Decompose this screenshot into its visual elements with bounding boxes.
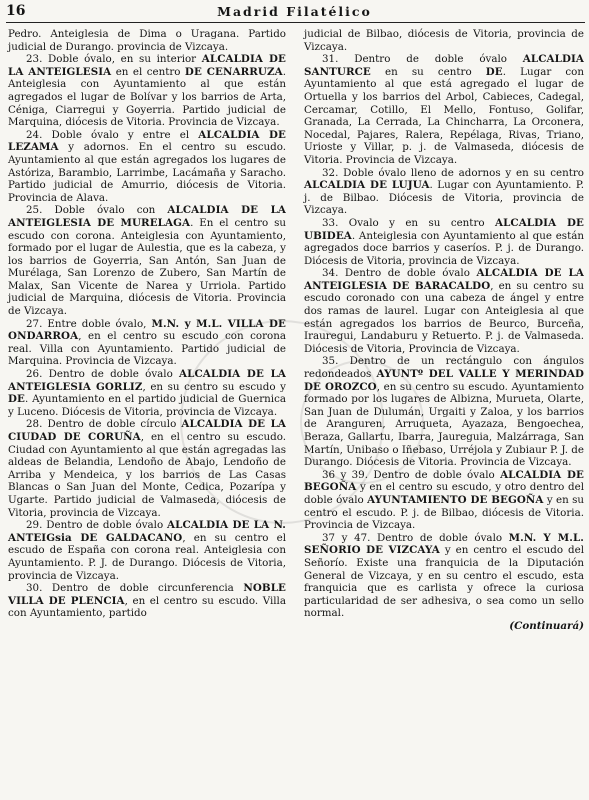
entry-text: . Anteiglesia con Ayuntamiento al que están agregados doce barrios y caseríos. P. j. de Durango. Diócesis de Vitoria, provincia de Vizcaya. <box>304 229 584 267</box>
stamp-inscription: ALCALDIA DE LA ANTEIGLESIA DE BARACALDO <box>304 267 584 292</box>
continued-label: (Continuará) <box>509 619 584 632</box>
entry-paragraph <box>304 355 584 468</box>
right-column <box>304 28 584 633</box>
entry-text: , en el centro su escudo. Villa con Ayuntamiento, partido <box>8 594 286 620</box>
left-column <box>8 28 286 620</box>
entry-text: , en su centro su escudo. Ayuntamiento formado por los lugares de Albizna, Murueta, Olarte, San Juan de Dulumán, Urgaiti y Zaloa, y los barrios de Aranguren, Arruqueta, Ayazaza, Bengoechea, Beraza, Gallartu, Ibarra, Jaureguia, Malzárraga, San Martín, Unibaso o Iñebaso, Urréjola y Zubiaur P. J. de Durango. Diócesis de Vitoria. Provincia de Vizcaya. <box>304 380 585 469</box>
entry-paragraph <box>8 318 286 368</box>
entry-paragraph <box>304 53 584 166</box>
entry-paragraph <box>304 167 584 217</box>
entry-text: y en su centro el escudo. P. j. de Bilbao, diócesis de Vitoria. Provincia de Vizcaya. <box>304 493 585 532</box>
entry-text: Pedro. Anteiglesia de Dima o Uragana. Partido judicial de Durango. provincia de Vizcaya. <box>8 28 286 53</box>
stamp-inscription: DE <box>485 65 503 78</box>
entry-text: . Lugar con Ayuntamiento. P. j. de Bilbao. Diócesis de Vitoria, provincia de Vizcaya. <box>304 179 584 217</box>
entry-paragraph <box>8 582 286 620</box>
entry-paragraph <box>8 418 286 519</box>
stamp-inscription: ALCALDIA DE UBIDEA <box>304 216 584 242</box>
entry-text: 28. Dentro de doble círculo <box>26 418 182 431</box>
entry-text: 36 y 39. Dentro de doble óvalo <box>322 468 501 481</box>
entry-paragraph <box>8 53 286 129</box>
entry-text: , en su centro su escudo coronado con una cabeza de ángel y entre dos ramas de laurel. Lugar con Anteiglesia al que están agregados los barrios de Beurco, Burceña, Irauregui, Landaburu y Retuerto. P. j. de Valmaseda. Diócesis de Vitoria, Provincia de Vizcaya. <box>304 279 584 355</box>
entry-text: 29. Dentro de doble óvalo <box>26 519 168 532</box>
stamp-inscription: NOBLE VILLA DE PLENCIA <box>8 582 286 607</box>
entry-text: 32. Doble óvalo lleno de adornos y en su centro <box>322 166 584 179</box>
entry-text: 35. Dentro de un rectángulo con ángulos redondeados <box>304 355 584 381</box>
entry-text: 27. Entre doble óvalo, <box>26 317 152 330</box>
entry-text: . En el centro su escudo con corona. Anteiglesia con Ayuntamiento, formado por el lugar de Aulestia, que es la cabeza, y los barrios de Goyerria, San Antón, San Juan de Murélaga, San Lorenzo de Zubero, San Martín de Malax, San Vicente de Narea y Urriola. Partido judicial de Marquina, diócesis de Vitoria. Provincia de Vizcaya. <box>8 216 286 318</box>
stamp-inscription: AYUNTAMIENTO DE BEGOÑA <box>367 493 544 506</box>
stamp-inscription: ALCALDIA DE LA ANTEIGLESIA DE MURELAGA <box>8 204 286 229</box>
stamp-inscription: ALCALDIA DE BEGOÑA <box>304 468 584 494</box>
entry-text: 30. Dentro de doble circunferencia <box>26 582 244 595</box>
entry-paragraph <box>8 368 286 418</box>
stamp-inscription: ALCALDIA DE LEZAMA <box>8 128 286 154</box>
entry-text: . Ayuntamiento en el partido judicial de Guernica y Luceno. Diócesis de Vitoria, provincia de Vizcaya. <box>8 393 286 418</box>
stamp-inscription: AYUNTº DEL VALLE Y MERINDAD DE OROZCO <box>304 368 584 393</box>
entry-text: 31. Dentro de doble óvalo <box>322 53 523 66</box>
entry-paragraph <box>8 28 286 53</box>
stamp-inscription: DE CENARRUZA <box>184 65 283 78</box>
entry-text: y en el centro su escudo, y otro dentro del doble óvalo <box>304 481 584 506</box>
entry-text: , en su centro su escudo y <box>142 380 286 393</box>
entry-text: , en su centro el escudo de España con corona real. Anteiglesia con Ayuntamiento. P. J. de Durango. Diócesis de Vitoria, provincia de Vizcaya. <box>8 531 286 582</box>
stamp-inscription: ALCALDIA DE LUJUA <box>304 179 430 192</box>
page-header <box>0 0 589 24</box>
entry-text: . Lugar con Ayuntamiento al que está agregado el lugar de Ortuella y los barrios del Arbol, Cabieces, Cadegal, Cercamar, Cotillo, El Mello, Fontuso, Golifar, Granada, La Cerrada, La Chincharra, La Orconera, Nocedal, Pajares, Ralera, Repélaga, Rivas, Triano, Urioste y Villar, p. j. de Valmaseda, diócesis de Vitoria. Provincia de Vizcaya. <box>304 65 584 166</box>
entry-text: y adornos. En el centro su escudo. Ayuntamiento al que están agregados los lugares de Astóriza, Barambio, Larrimbe, Lacámaña y Saracho. Partido judicial de Amurrio, diócesis de Vitoria. Provincia de Alava. <box>8 141 286 204</box>
entry-text: 33. Ovalo y en su centro <box>322 216 495 229</box>
entry-paragraph <box>304 532 584 620</box>
stamp-inscription: DE <box>8 393 25 406</box>
page-number: 16 <box>6 3 26 19</box>
entry-text: . Anteiglesia con Ayuntamiento al que están agregados el lugar de Bolívar y los barrios de Arta, Céniga, Ciarregui y Goyerria. Partido judicial de Marquina, diócesis de Vitoria. Provincia de Vizcaya. <box>8 65 286 129</box>
entry-text: , en el centro su escudo con corona real. Villa con Ayuntamiento. Partido judicial de Marquina. Provincia de Vizcaya. <box>8 330 286 368</box>
entry-text: 24. Doble óvalo y entre el <box>26 128 199 141</box>
entry-paragraph <box>304 28 584 53</box>
entry-text: 23. Doble óvalo, en su interior <box>26 53 202 66</box>
entry-paragraph <box>8 129 286 205</box>
stamp-inscription: ALCALDIA DE LA N. ANTEIGsia DE GALDACANO <box>8 519 286 544</box>
entry-text: en su centro <box>370 65 486 78</box>
entry-text: y en centro el escudo del Señorío. Existe una franquicia de la Diputación General de Vizcaya, y en su centro el escudo, esta franquicia que es carlista y ofrece la curiosa particularidad de ser adhesiva, o sea como un sello normal. <box>304 544 584 620</box>
stamp-inscription: M.N. Y M.L. SEÑORIO DE VIZCAYA <box>304 531 584 557</box>
stamp-inscription: ALCALDIA DE LA ANTEIGLESIA GORLIZ <box>8 368 286 393</box>
entry-paragraph <box>304 469 584 532</box>
stamp-inscription: ALCALDIA DE LA ANTEIGLESIA <box>8 53 286 78</box>
entry-paragraph <box>8 204 286 317</box>
entry-text: 37 y 47. Dentro de doble óvalo <box>322 531 509 544</box>
entry-paragraph <box>304 217 584 267</box>
entry-text: en el centro <box>111 65 185 78</box>
entry-paragraph <box>8 519 286 582</box>
entry-paragraph <box>304 267 584 355</box>
header-rule <box>6 22 585 23</box>
entry-text: 25. Doble óvalo con <box>26 204 168 217</box>
stamp-inscription: M.N. y M.L. VILLA DE ONDARROA <box>8 317 286 343</box>
running-title: Madrid Filatélico <box>217 4 372 19</box>
entry-text: , en el centro su escudo. Ciudad con Ayuntamiento al que están agregadas las aldeas de Belandia, Lendoño de Abajo, Lendoño de Arriba y Mendeica, y los barrios de Las Casas Blancas o San Juan del Monte, Cedica, Pozarípa y Ugarte. Partido judicial de Valmaseda, diócesis de Vitoria, provincia de Vizcaya. <box>8 431 287 519</box>
stamp-inscription: ALCALDIA DE LA CIUDAD DE CORUÑA <box>8 418 287 443</box>
entry-text: 26. Dentro de doble óvalo <box>26 368 180 381</box>
entry-text: judicial de Bilbao, diócesis de Vitoria, provincia de Vizcaya. <box>304 28 584 53</box>
stamp-inscription: ALCALDIA SANTURCE <box>304 53 584 78</box>
entry-text: 34. Dentro de doble óvalo <box>322 267 477 280</box>
